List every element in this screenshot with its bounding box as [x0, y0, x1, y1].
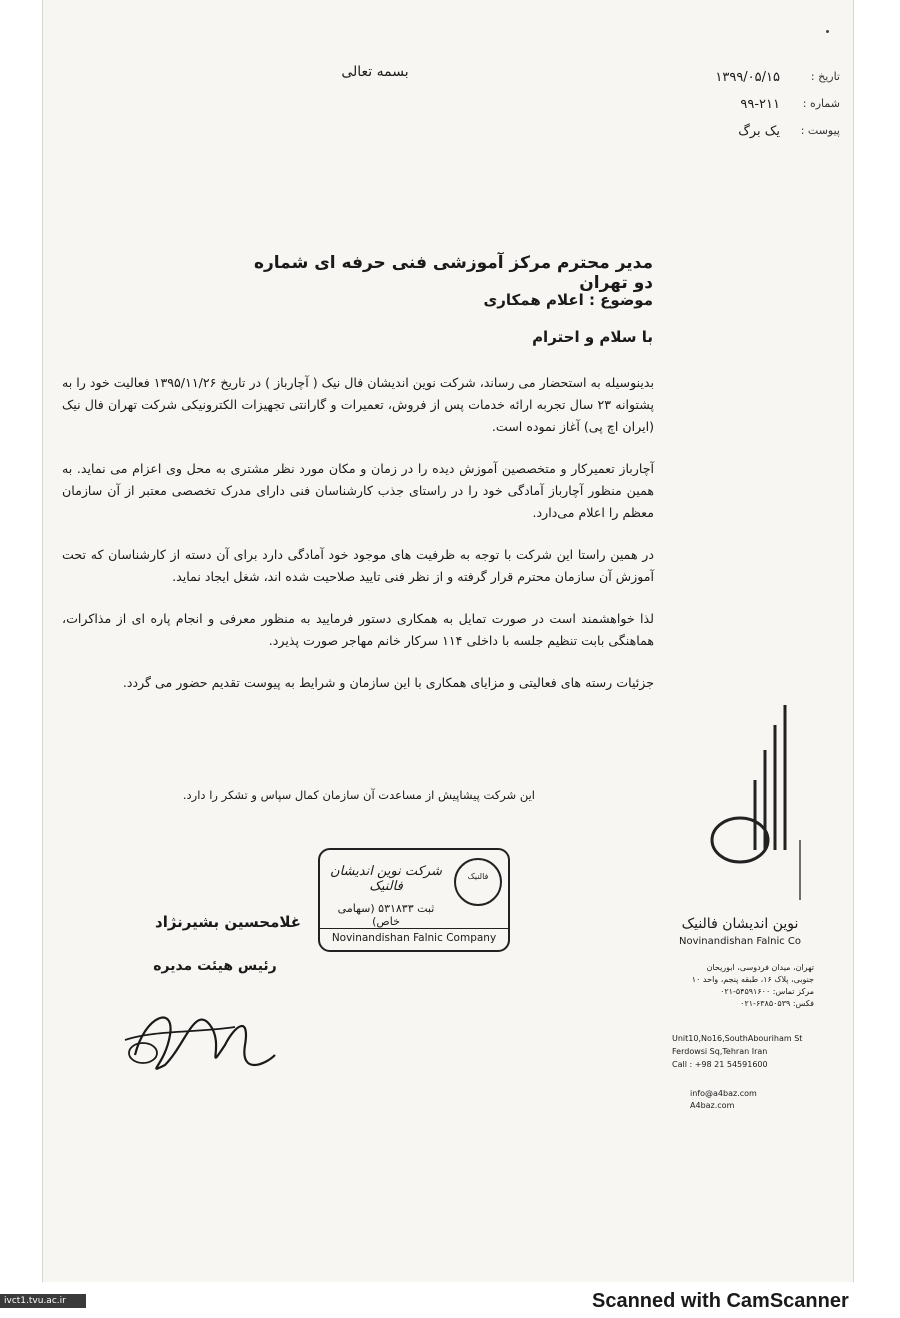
email-text: info@a4baz.com — [690, 1089, 757, 1098]
date-row — [650, 70, 840, 85]
brand-name-en: Novinandishan Falnic Co — [678, 936, 802, 947]
number-label: شماره : — [802, 97, 840, 110]
stamp-logo-icon — [454, 858, 502, 906]
address-fa — [672, 962, 814, 1010]
website-text: A4baz.com — [690, 1101, 735, 1110]
address-fa-line: فکس: ۶۳۸۵۰۵۳۹-۰۲۱ — [740, 999, 814, 1008]
greeting: با سلام و احترام — [532, 328, 653, 346]
attachment-row — [650, 124, 840, 139]
brand-name-fa: نوین اندیشان فالنیک — [681, 916, 799, 932]
stamp-company-fa: شرکت نوین اندیشان فالنیک — [330, 864, 442, 894]
handwritten-signature — [115, 985, 285, 1085]
paragraph-5: جزئیات رسته های فعالیتی و مزایای همکاری با این سازمان و شرایط به پیوست تقدیم حضور می گردد. — [122, 675, 654, 690]
letter-meta — [650, 70, 840, 151]
paragraph-4: لذا خواهشمند است در صورت تمایل به همکاری دستور فرمایید به منظور معرفی و انجام پاره ای از مذاکرات، هماهنگی بابت تنظیم جلسه با داخلی ۱۱۴ سرکار خانم مهاجر صورت پذیرد. — [62, 611, 654, 648]
contact-web — [690, 1088, 810, 1112]
address-fa-line: تهران، میدان فردوسی، ابوریحان — [706, 963, 814, 972]
bismillah: بسمه تعالی — [341, 64, 409, 80]
number-value: ۹۹-۲۱۱ — [740, 97, 780, 112]
camscanner-watermark: Scanned with CamScanner — [592, 1290, 849, 1312]
company-stamp — [318, 848, 510, 952]
address-fa-line: جنوبی، پلاک ۱۶، طبقه پنجم، واحد ۱۰ — [691, 975, 814, 984]
attachment-value: یک برگ — [738, 124, 780, 139]
source-badge: ivct1.tvu.ac.ir — [0, 1294, 86, 1308]
paragraph-1: بدینوسیله به استحضار می رساند، شرکت نوین اندیشان فال نیک ( آچارباز ) در تاریخ ۱۳۹۵/۱۱/۲۶ فعالیت خود را به پشتوانه ۲۳ سال تجربه ارائه خدمات پس از فروش، تعمیرات و گارانتی تجهیزات الکترونیکی شرکت تهران فال نیک (ایران اچ پی) آغاز نموده است. — [62, 375, 654, 434]
stamp-logo-text: فالنیک — [467, 872, 489, 881]
paragraph-2: آچارباز تعمیرکار و متخصصین آموزش دیده را در زمان و مکان مورد نظر مشتری به محل وی اعزام می نماید. به همین منظور آچارباز آمادگی خود را در راستای جذب کارشناسان فنی دارای مدرک تخصصی معتبر از آن سازمان معظم را اعلام می‌دارد. — [62, 461, 654, 520]
attachment-label: پیوست : — [800, 124, 840, 137]
stamp-company-en: Novinandishan Falnic Company — [320, 928, 508, 944]
date-value: ۱۳۹۹/۰۵/۱۵ — [715, 70, 780, 85]
date-label: تاریخ : — [810, 70, 840, 83]
signer-title: رئیس هیئت مدیره — [153, 958, 277, 974]
recipient: مدیر محترم مرکز آموزشی فنی حرفه ای شماره دو تهران — [253, 253, 653, 293]
falnic-logo-icon — [700, 700, 810, 900]
closing-line: این شرکت پیشاپیش از مساعدت آن سازمان کمال سپاس و تشکر را دارد. — [182, 788, 535, 802]
address-en-line: Call : +98 21 54591600 — [672, 1060, 768, 1069]
stamp-registration: ثبت ۵۳۱۸۳۳ (سهامی خاص) — [337, 902, 435, 928]
address-en-line: Unit10,No16,SouthAbouriham St — [672, 1034, 803, 1043]
letter-body — [62, 372, 654, 714]
scan-speck — [826, 30, 829, 33]
paragraph-3: در همین راستا این شرکت با توجه به ظرفیت های موجود خود آمادگی دارد برای آن دسته از کارشناسان که تحت آموزش آن سازمان محترم قرار گرفته و از نظر فنی تایید صلاحیت شده اند، شغل ایجاد نماید. — [62, 547, 654, 584]
address-fa-line: مرکز تماس: ۵۴۵۹۱۶۰۰-۰۲۱ — [720, 987, 814, 996]
signer-name: غلامحسین بشیرنژاد — [155, 913, 301, 931]
number-row — [650, 97, 840, 112]
subject: موضوع : اعلام همکاری — [483, 291, 653, 309]
address-en-line: Ferdowsi Sq,Tehran Iran — [672, 1047, 768, 1056]
address-en — [672, 1032, 814, 1071]
